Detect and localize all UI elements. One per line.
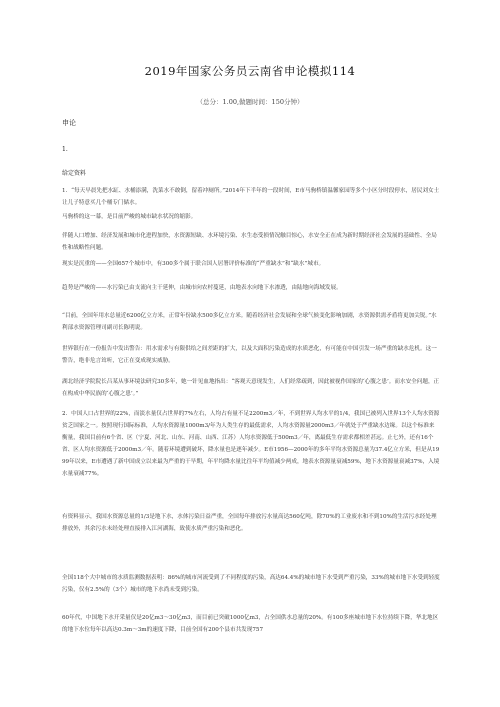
paragraph: 伴随人口增加、经济发展和城市化进程加快，水资源短缺、水环境污染、水生态受损情况触目惊心，水安全正在成为新时期经济社会发展的基础性、全局性和战略性问题。 xyxy=(62,233,437,251)
paragraph: 2．中国人口占世界的22%，而淡水量仅占世界的7%左右，人均占有量不足2200m3／年，不到世界人均水平的1/4，我国已被列入世界13个人均水资源贫乏国家之一。按照现行国际标准，人均水资源量1000m3/年为人类生存的最低需求，人均水资源量2000m3／年就处于严重缺水边缘。以这个标准来衡量，我国目前有6个省、区（宁夏、河北、山东、河南、山西、江苏）人均水资源低于500m3／年，离最低生存需求都相差甚远。止七外，还有16个省、区人均水资源低于2000m3／年。随着环境遭到破坏，降水量也是逐年减少。E市1956—2000年的多年平均水资源总量为37.4亿立方米，但是从1999年以来，E市遭遇了新中国成立以来最为严重的干旱期，年平均降水量比往年平均值减少两成，地表水资源量衰减59%，地下水资源量衰减37%，入境水量衰减77%。 xyxy=(62,411,440,477)
document-title: 2019年国家公务员云南省申论模拟114 xyxy=(144,64,356,78)
item-number: 1. xyxy=(62,146,68,153)
paragraph: 有资料显示，我国水资源总量的1/3是地下水，水体污染日益严重，全国每年排放污水量高达560亿吨，除70%的工业废水和不到10%的生活污水经处理排放外，其余污水未经处理直接排入江河湖海，致使水质严重污染和恶化。 xyxy=(62,514,437,532)
paragraph: 1．“每天早晨先把水缸、水桶添满，洗菜水不敢倒，留着冲厕所。”2014年下半年的一段时间，E市马驹桥镇温馨家园等多个小区分时段停水，居民刘女士让儿子特意买几个桶专门储水。 xyxy=(62,188,440,206)
paragraph: 现实是沉重的——全国657个城市中，有300多个属于联合国人居署评价标准的“严重缺水”和“缺水”城市。 xyxy=(62,261,325,267)
exam-meta: （总分：1.00,做题时间：150分钟） xyxy=(196,98,304,106)
paragraph: 湖北经济学院院长吕某从事环境法研究30多年，她一针见血地指出：“客观天意现发生，人们经常疏到，因此被视作国家的‘心腹之患’。而水安全问题，正在构成中华民族的‘心腹之患’。” xyxy=(62,379,440,397)
paragraph: 60年代，中国地下水开采量仅是20亿m3～30亿m3，而目前已突破1000亿m3，占全国供水总量的20%。有100多座城市地下水位持续下降，华北地区的地下水位每年以高达0.3m～3m的速度下降，目前全国有200个县市共发现757 xyxy=(62,615,439,633)
paragraph: 世界银行在一份报告中发出警告：用水需求与有限供给之间差距的扩大，以及大面积污染造成的水质恶化，有可能在中国引发一场严重的缺水危机。这一警告，绝非危言耸听，它正在变成现实威胁。 xyxy=(62,346,437,364)
paragraph: 趋势是严峻的——水污染已由支流向主干延伸，由城市向农村蔓延，由地表水向地下水渗透，由陆地向海域发展。 xyxy=(62,285,342,291)
section-heading: 申论 xyxy=(62,119,76,127)
paragraph: 马驹桥的这一幕，是目前严峻的城市缺水状况的缩影。 xyxy=(62,214,197,220)
material-label: 给定资料 xyxy=(62,170,87,177)
paragraph: 全国118个大中城市的水质监测数据表明：86%的城市河流受到了不同程度的污染，高达64.4%的城市地下水受到严重污染，33%的城市地下水受到轻度污染，仅有2.5%的（3个）城市的地下水尚未受到污染。 xyxy=(62,575,440,593)
paragraph: “目前，全国年用水总量近6200亿立方米，正常年份缺水500多亿立方米。随着经济社会发展和全球气候变化影响加剧，水资源供需矛盾将更加尖锐。”水利部水资源管理司副司长陈明说。 xyxy=(62,313,437,331)
